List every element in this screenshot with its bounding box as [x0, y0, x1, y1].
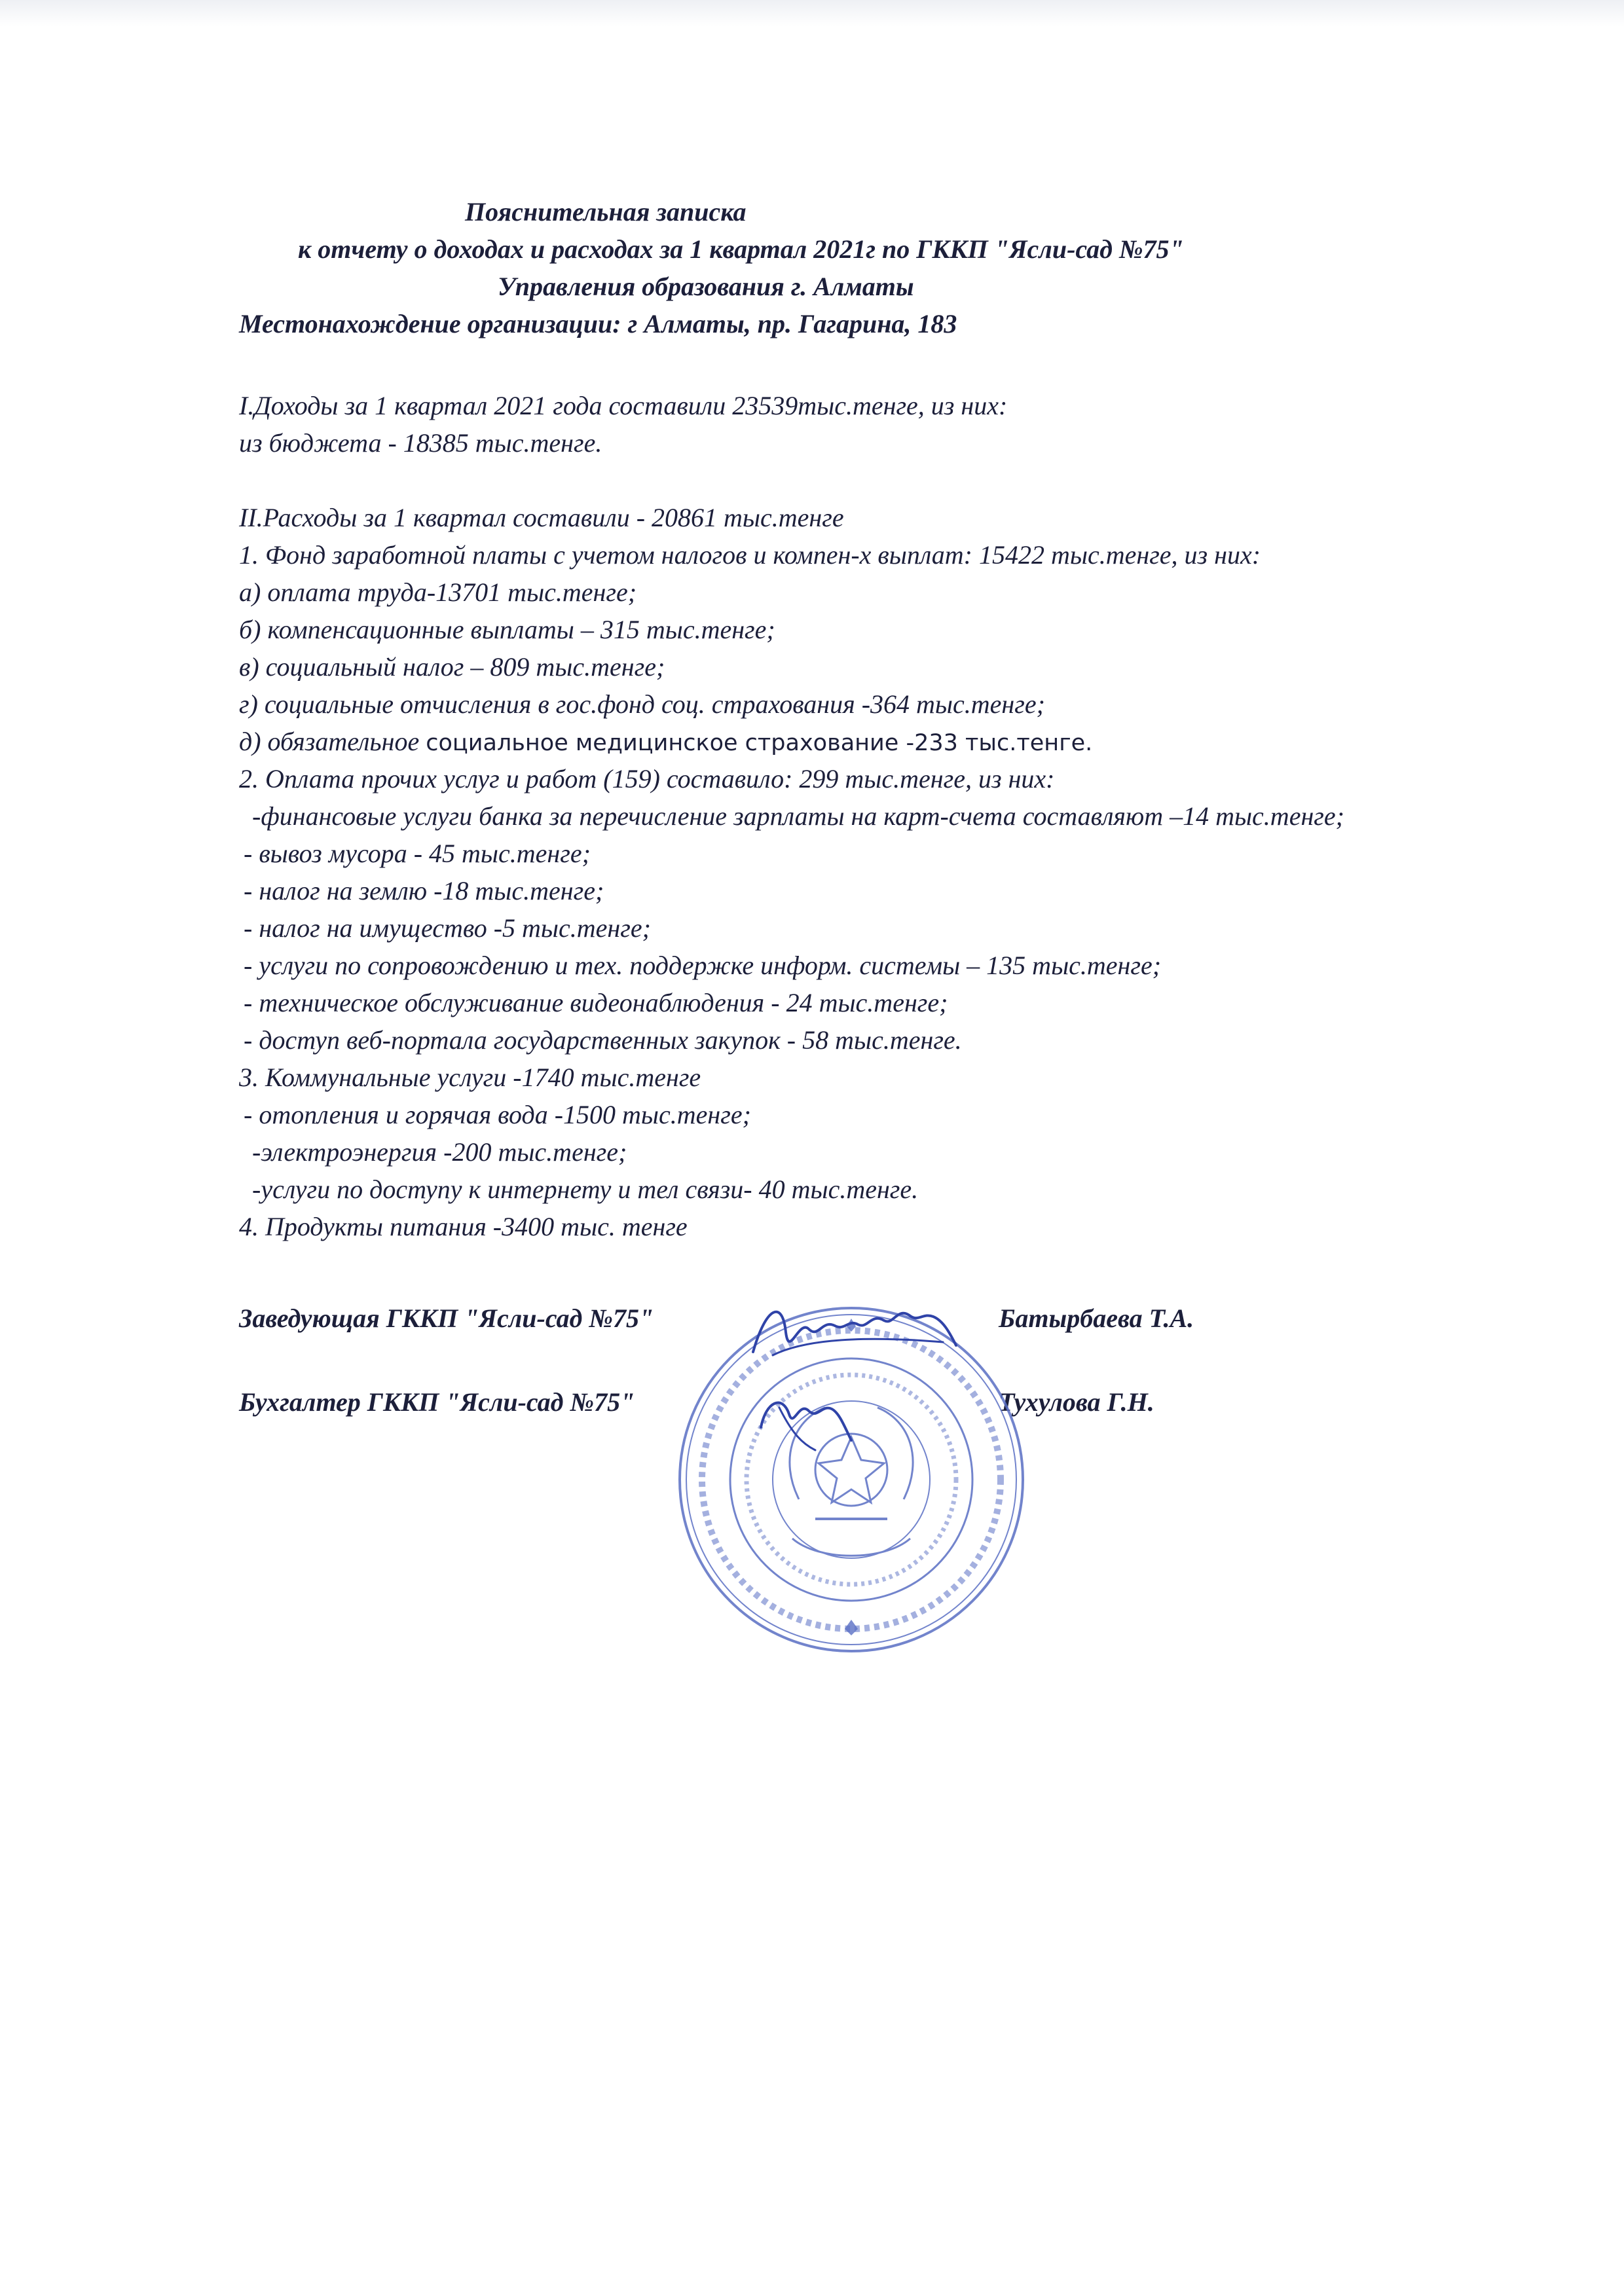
payroll-item-e	[239, 726, 1092, 759]
payroll-item-d: г) социальные отчисления в гос.фонд соц. страхования -364 тыс.тенге;	[239, 689, 1045, 719]
document-title: Пояснительная записка	[465, 197, 747, 227]
payroll-item-c: в) социальный налог – 809 тыс.тенге;	[239, 652, 665, 682]
document-subtitle: к отчету о доходах и расходах за 1 квартал 2021г по ГККП "Ясли-сад №75"	[298, 234, 1184, 264]
services-item-procurement-portal: - доступ веб-портала государственных закупок - 58 тыс.тенге.	[244, 1025, 962, 1055]
utilities-item-heating: - отопления и горячая вода -1500 тыс.тенге;	[244, 1100, 751, 1129]
accountant-name: Тухулова Г.Н.	[999, 1387, 1154, 1417]
food-line: 4. Продукты питания -3400 тыс. тенге	[239, 1212, 688, 1241]
services-item-cctv: - техническое обслуживание видеонаблюдения - 24 тыс.тенге;	[244, 988, 948, 1017]
payroll-item-a: а) оплата труда-13701 тыс.тенге;	[239, 577, 637, 607]
department-line: Управления образования г. Алматы	[498, 272, 914, 301]
payroll-item-e-prefix: д) обязательное	[239, 727, 426, 756]
utilities-item-electricity: -электроэнергия -200 тыс.тенге;	[252, 1137, 627, 1167]
director-title: Заведующая ГККП "Ясли-сад №75"	[239, 1303, 654, 1333]
director-name: Батырбаева Т.А.	[999, 1303, 1194, 1333]
services-item-land-tax: - налог на землю -18 тыс.тенге;	[244, 876, 604, 905]
payroll-item-e-suffix: социальное медицинское страхование -233 тыс.тенге.	[426, 730, 1093, 756]
location-line: Местонахождение организации: г Алматы, пр. Гагарина, 183	[239, 309, 957, 338]
services-item-property-tax: - налог на имущество -5 тыс.тенге;	[244, 913, 651, 943]
services-heading: 2. Оплата прочих услуг и работ (159) составило: 299 тыс.тенге, из них:	[239, 764, 1055, 793]
income-budget: из бюджета - 18385 тыс.тенге.	[239, 428, 602, 458]
services-item-garbage: - вывоз мусора - 45 тыс.тенге;	[244, 839, 591, 868]
utilities-item-internet: -услуги по доступу к интернету и тел связи- 40 тыс.тенге.	[252, 1175, 919, 1204]
accountant-title: Бухгалтер ГККП "Ясли-сад №75"	[239, 1387, 635, 1417]
utilities-heading: 3. Коммунальные услуги -1740 тыс.тенге	[239, 1063, 701, 1092]
accountant-signature	[753, 1381, 858, 1453]
services-item-it-support: - услуги по сопровождению и тех. поддержке информ. системы – 135 тыс.тенге;	[244, 951, 1162, 980]
director-signature	[747, 1293, 963, 1378]
payroll-heading: 1. Фонд заработной платы с учетом налогов и компен-х выплат: 15422 тыс.тенге, из них:	[239, 540, 1261, 570]
scan-edge-shadow	[0, 0, 1624, 26]
payroll-item-b: б) компенсационные выплаты – 315 тыс.тенге;	[239, 615, 775, 644]
expenses-heading: II.Расходы за 1 квартал составили - 20861 тыс.тенге	[239, 503, 844, 532]
services-item-bank: -финансовые услуги банка за перечисление зарплаты на карт-счета составляют –14 тыс.тенге;	[252, 801, 1344, 831]
income-total: I.Доходы за 1 квартал 2021 года составили 23539тыс.тенге, из них:	[239, 391, 1008, 420]
